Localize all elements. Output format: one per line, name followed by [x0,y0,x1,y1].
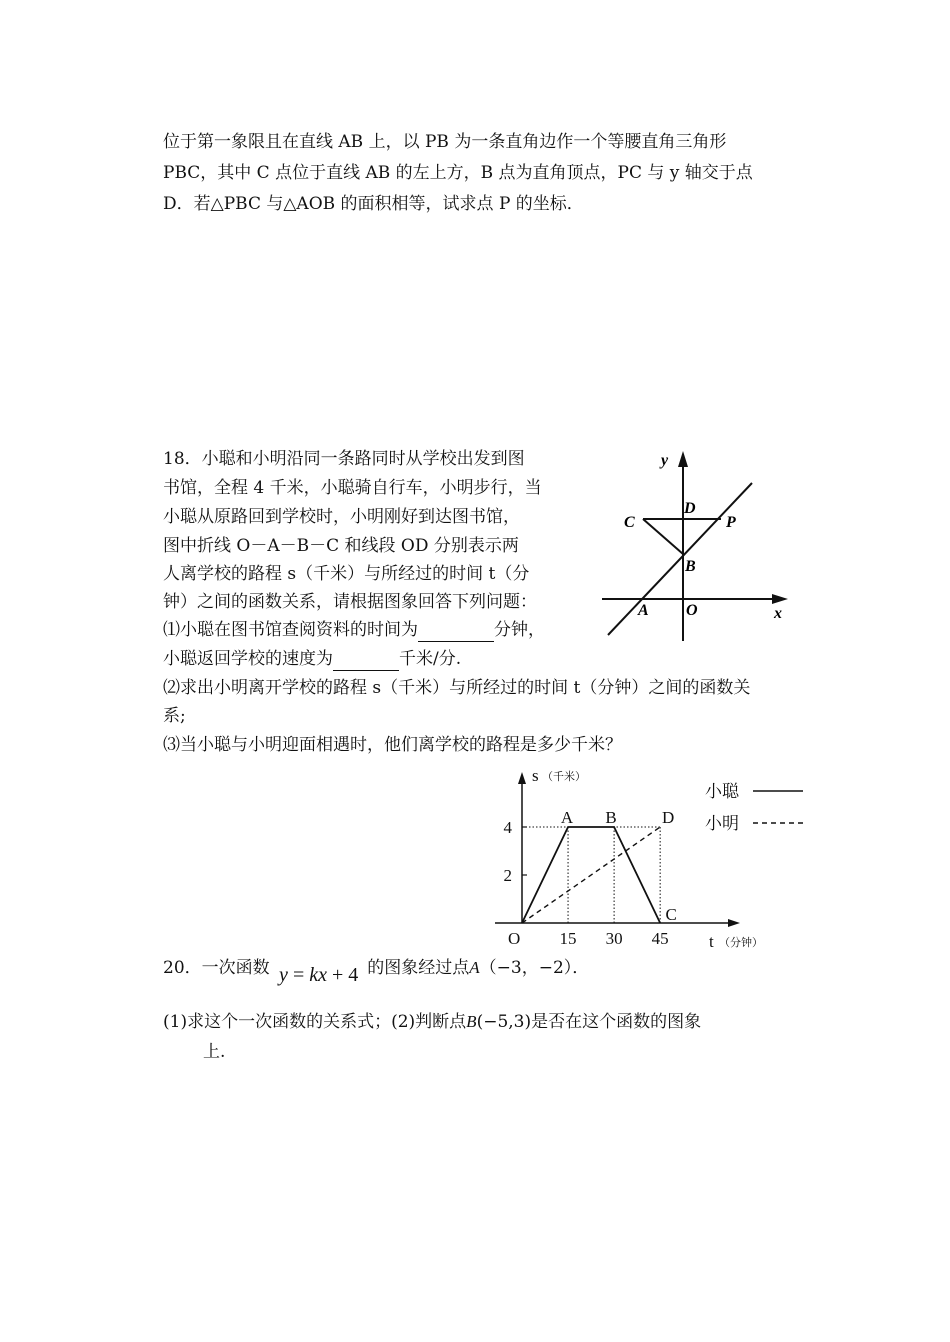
y-axis-arrow [518,772,526,784]
q18-sub1-text-d: 千米/分. [399,649,462,669]
point-label-b: B [605,808,617,827]
q18-line-2: 书馆，全程 4 千米，小聪骑自行车，小明步行，当 [163,478,542,498]
y-tick-label: 2 [503,866,512,885]
q20-after: 的图象经过点 [367,958,470,978]
x-axis-arrow [728,919,740,927]
fig17-y-arrow [678,451,688,467]
x-tick-label: 30 [605,929,623,948]
origin-label: O [508,929,521,948]
fig17-line-ab [608,483,752,635]
q20-formula [279,964,363,986]
y-tick-label: 4 [503,818,512,837]
q20-point-a-coords: （−3，−2）． [479,958,590,978]
answer-blank-2[interactable] [333,652,399,671]
x-tick-label: 15 [559,929,577,948]
formula-eq: = [287,964,310,986]
point-label-c: C [665,905,677,924]
q18-line-5: 人离学校的路程 s（千米）与所经过的时间 t（分 [163,564,530,584]
formula-kx: kx [309,964,327,986]
q20-line [163,952,590,986]
q18-chart [490,760,810,950]
q20-sub-a: (1)求这个一次函数的关系式；(2)判断点 [163,1012,467,1032]
q18-sub1-line-2 [163,647,461,671]
q18-sub1-line [163,618,545,642]
q20-point-b: B [466,1012,477,1031]
q20-sub-line-2: 上. [203,1042,226,1062]
legend-label: 小聪 [705,782,739,801]
fig17-label-x: x [774,605,782,622]
fig17-label-y: y [661,452,669,469]
q20-point-a: A [469,958,480,977]
y-axis-label: s [532,766,539,785]
q18-sub2-line-2: 系; [163,706,186,726]
x-axis-label: t [709,932,714,950]
answer-blank-1[interactable] [418,623,494,642]
fig17-label-b: B [685,558,696,575]
q18-sub1-text-a: ⑴小聪在图书馆查阅资料的时间为 [163,620,418,640]
x-axis-unit: （分钟） [719,937,763,949]
q18-sub3-line: ⑶当小聪与小明迎面相遇时，他们离学校的路程是多少千米？ [163,735,622,755]
q20-number: 20．一次函数 [163,958,270,978]
fig17-label-d: D [684,500,696,517]
fig17-x-arrow [772,594,788,604]
q18-line-1: 18．小聪和小明沿同一条路同时从学校出发到图 [163,449,525,469]
formula-rest: + 4 [326,964,359,986]
q18-line-4: 图中折线 O－A－B－C 和线段 OD 分别表示两 [163,536,519,556]
q20-sub-line [163,1010,701,1034]
formula-y: y [279,964,288,986]
fig17-label-o: O [686,602,698,619]
q18-line-3: 小聪从原路回到学校时，小明刚好到达图书馆， [163,507,520,527]
q17-figure [596,443,792,643]
q17-line-1: 位于第一象限且在直线 AB 上，以 PB 为一条直角边作一个等腰直角三角形 [163,132,727,152]
legend-label: 小明 [705,814,739,833]
series-line [522,827,660,923]
fig17-segment-cb [643,519,683,554]
q18-line-6: 钟）之间的函数关系，请根据图象回答下列问题： [163,592,537,612]
fig17-label-c: C [624,514,635,531]
q18-sub1-text-b: 分钟， [494,620,545,640]
q18-sub1-text-c: 小聪返回学校的速度为 [163,649,333,669]
q18-sub2-line: ⑵求出小明离开学校的路程 s（千米）与所经过的时间 t（分钟）之间的函数关 [163,678,751,698]
q17-line-2: PBC，其中 C 点位于直线 AB 的左上方，B 点为直角顶点，PC 与 y 轴交于点 [163,163,753,183]
point-label-d: D [662,808,675,827]
fig17-label-a: A [638,602,649,619]
x-tick-label: 45 [651,929,669,948]
q17-line-3: D．若△PBC 与△AOB 的面积相等，试求点 P 的坐标． [163,194,584,214]
point-label-a: A [560,808,574,827]
fig17-label-p: P [726,514,736,531]
y-axis-unit: （千米） [542,771,586,783]
q20-sub-b: (−5,3)是否在这个函数的图象 [476,1012,702,1032]
